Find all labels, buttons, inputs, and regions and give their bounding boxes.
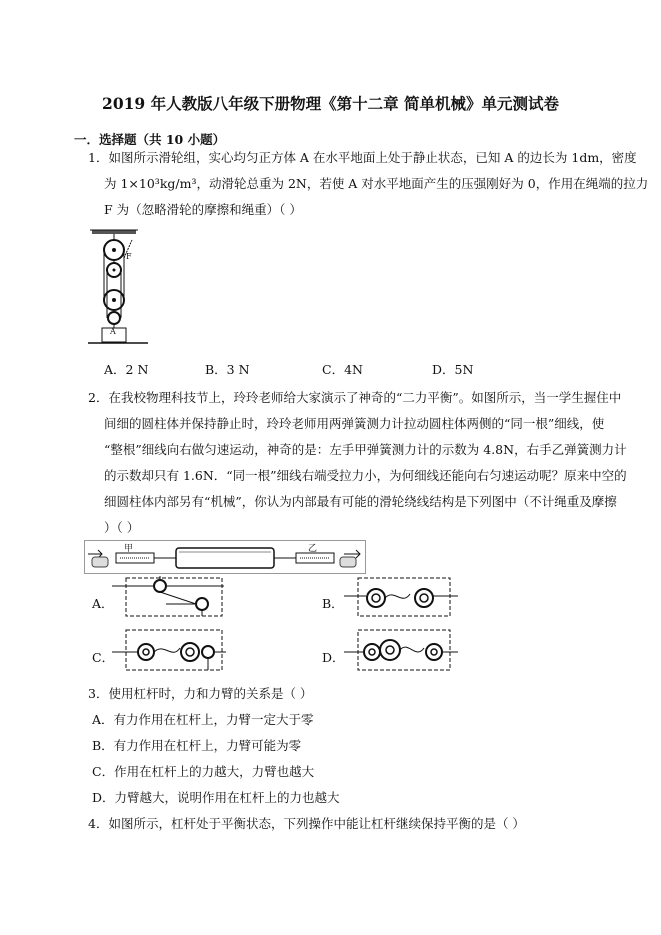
q2-option-d[interactable]: D． [322, 650, 345, 665]
q1-stem-line-2: 为 1×10³kg/m³，动滑轮总重为 2N，若使 A 对水平地面产生的压强刚好为 0，作用在绳端的拉力 [104, 176, 649, 191]
q2-option-b-diagram[interactable] [344, 576, 458, 618]
q2-option-d-diagram[interactable] [344, 628, 458, 672]
q1-option-b[interactable]: B．3 N [205, 362, 250, 377]
q3-option-d[interactable]: D．力臂越大，说明作用在杠杆上的力也越大 [92, 790, 340, 805]
q2-stem-line-3: “整根”细线向右做匀速运动，神奇的是：左手甲弹簧测力计的示数为 4.8N，右手乙弹簧测力计 [104, 442, 627, 457]
q1-option-c[interactable]: C．4N [322, 362, 363, 377]
q2-option-c[interactable]: C． [92, 650, 115, 665]
q2-option-a-diagram[interactable] [112, 576, 224, 618]
q2-stem-line-2: 间细的圆柱体并保持静止时，玲玲老师用两弹簧测力计拉动圆柱体两侧的“同一根”细线，使 [104, 416, 605, 431]
q3-option-b[interactable]: B．有力作用在杠杆上，力臂可能为零 [92, 738, 302, 753]
q1-fig-label-f: F [126, 252, 132, 261]
q2-stem-line-5: 细圆柱体内部另有“机械”，你认为内部最有可能的滑轮绕线结构是下列图中（不计绳重及摩擦 [104, 494, 617, 509]
q2-stem-line-4: 的示数却只有 1.6N．“同一根”细线右端受拉力小，为何细线还能向右匀速运动呢？原来中空的 [104, 468, 627, 483]
q2-fig-label-jia: 甲 [124, 544, 134, 554]
q3-option-a[interactable]: A．有力作用在杠杆上，力臂一定大于零 [92, 712, 314, 727]
page-title: 2019 年人教版八年级下册物理《第十二章 简单机械》单元测试卷 [102, 94, 559, 113]
q1-option-a[interactable]: A．2 N [104, 362, 149, 377]
q1-option-d[interactable]: D．5N [432, 362, 474, 377]
q3-option-c[interactable]: C．作用在杠杆上的力越大，力臂也越大 [92, 764, 315, 779]
q2-stem-line-6: ）（ ） [104, 520, 140, 535]
q2-option-a[interactable]: A． [92, 596, 114, 611]
q2-fig-label-yi: 乙 [308, 544, 318, 554]
q2-option-b[interactable]: B． [322, 596, 344, 611]
q1-stem-line-3: F 为（忽略滑轮的摩擦和绳重）（ ） [104, 202, 302, 217]
q2-stem-line-1: 2．在我校物理科技节上，玲玲老师给大家演示了神奇的“二力平衡”。如图所示，当一学生握住中 [88, 390, 622, 405]
q1-stem-line-1: 1．如图所示滑轮组，实心均匀正方体 A 在水平地面上处于静止状态，已知 A 的边长为 1dm，密度 [88, 150, 637, 165]
q1-pulley-figure [88, 228, 156, 346]
q2-option-c-diagram[interactable] [112, 628, 226, 672]
q1-fig-label-a: A [110, 327, 116, 336]
q4-stem: 4．如图所示，杠杆处于平衡状态，下列操作中能让杠杆继续保持平衡的是（ ） [88, 816, 525, 831]
q3-stem: 3．使用杠杆时，力和力臂的关系是（ ） [88, 686, 313, 701]
section-heading: 一．选择题（共 10 小题） [74, 132, 226, 147]
